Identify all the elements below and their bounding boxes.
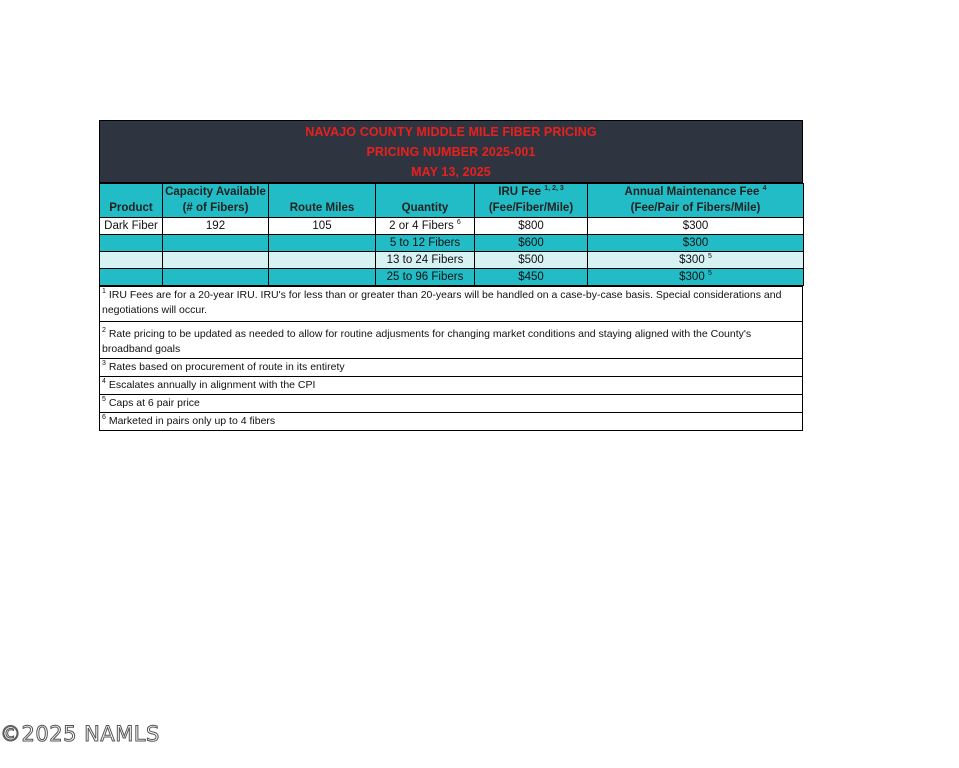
footnote-4: $^4$ Escalates annually in alignment with the CPI (100, 377, 803, 395)
col-header-iru-fee: IRU Fee $^{1, 2, 3}$ (Fee/Fiber/Mile) (475, 184, 588, 218)
cell-quantity: 25 to 96 Fibers (376, 269, 475, 286)
pricing-sheet (99, 120, 803, 431)
col-header-quantity: Quantity (376, 184, 475, 218)
footnotes-table (99, 286, 803, 431)
cell-capacity (163, 235, 269, 252)
table-row (100, 252, 804, 269)
table-header-row (100, 184, 804, 218)
banner-date: MAY 13, 2025 (411, 164, 491, 179)
cell-iru-fee: $450 (475, 269, 588, 286)
cell-iru-fee: $500 (475, 252, 588, 269)
footnote-3: $^3$ Rates based on procurement of route in its entirety (100, 359, 803, 377)
footnote-2: $^2$ Rate pricing to be updated as needed to allow for routine adjusments for changing market conditions and staying aligned with the County's broadband goals (100, 322, 803, 359)
table-row (100, 235, 804, 252)
col-header-product: Product (100, 184, 163, 218)
cell-product (100, 235, 163, 252)
table-row (100, 269, 804, 286)
cell-route-miles (269, 235, 376, 252)
cell-maintenance-fee: $300 $^5$ (588, 252, 804, 269)
cell-quantity: 2 or 4 Fibers $^6$ (376, 218, 475, 235)
cell-product (100, 252, 163, 269)
cell-route-miles: 105 (269, 218, 376, 235)
cell-capacity (163, 269, 269, 286)
cell-maintenance-fee: $300 (588, 218, 804, 235)
copyright-watermark: ©2025 NAMLS (0, 722, 160, 746)
cell-route-miles (269, 269, 376, 286)
cell-product (100, 269, 163, 286)
table-row (100, 218, 804, 235)
cell-route-miles (269, 252, 376, 269)
col-header-maintenance-fee: Annual Maintenance Fee $^4$ (Fee/Pair of Fibers/Mile) (588, 184, 804, 218)
cell-iru-fee: $800 (475, 218, 588, 235)
footnote-1: $^1$ IRU Fees are for a 20-year IRU. IRU's for less than or greater than 20-years will be handled on a case-by-case basis. Special considerations and negotiations will occur. (100, 287, 803, 322)
cell-quantity: 13 to 24 Fibers (376, 252, 475, 269)
pricing-table (99, 183, 804, 286)
banner-pricing-number: PRICING NUMBER 2025-001 (366, 144, 536, 159)
cell-maintenance-fee: $300 (588, 235, 804, 252)
footnote-5: $^5$ Caps at 6 pair price (100, 395, 803, 413)
col-header-route-miles: Route Miles (269, 184, 376, 218)
footnote-6: $^6$ Marketed in pairs only up to 4 fibers (100, 413, 803, 431)
cell-maintenance-fee: $300 $^5$ (588, 269, 804, 286)
cell-product: Dark Fiber (100, 218, 163, 235)
banner-title: NAVAJO COUNTY MIDDLE MILE FIBER PRICING (305, 124, 597, 139)
col-header-capacity: Capacity Available (# of Fibers) (163, 184, 269, 218)
cell-capacity (163, 252, 269, 269)
cell-capacity: 192 (163, 218, 269, 235)
title-banner (99, 120, 803, 183)
cell-iru-fee: $600 (475, 235, 588, 252)
cell-quantity: 5 to 12 Fibers (376, 235, 475, 252)
